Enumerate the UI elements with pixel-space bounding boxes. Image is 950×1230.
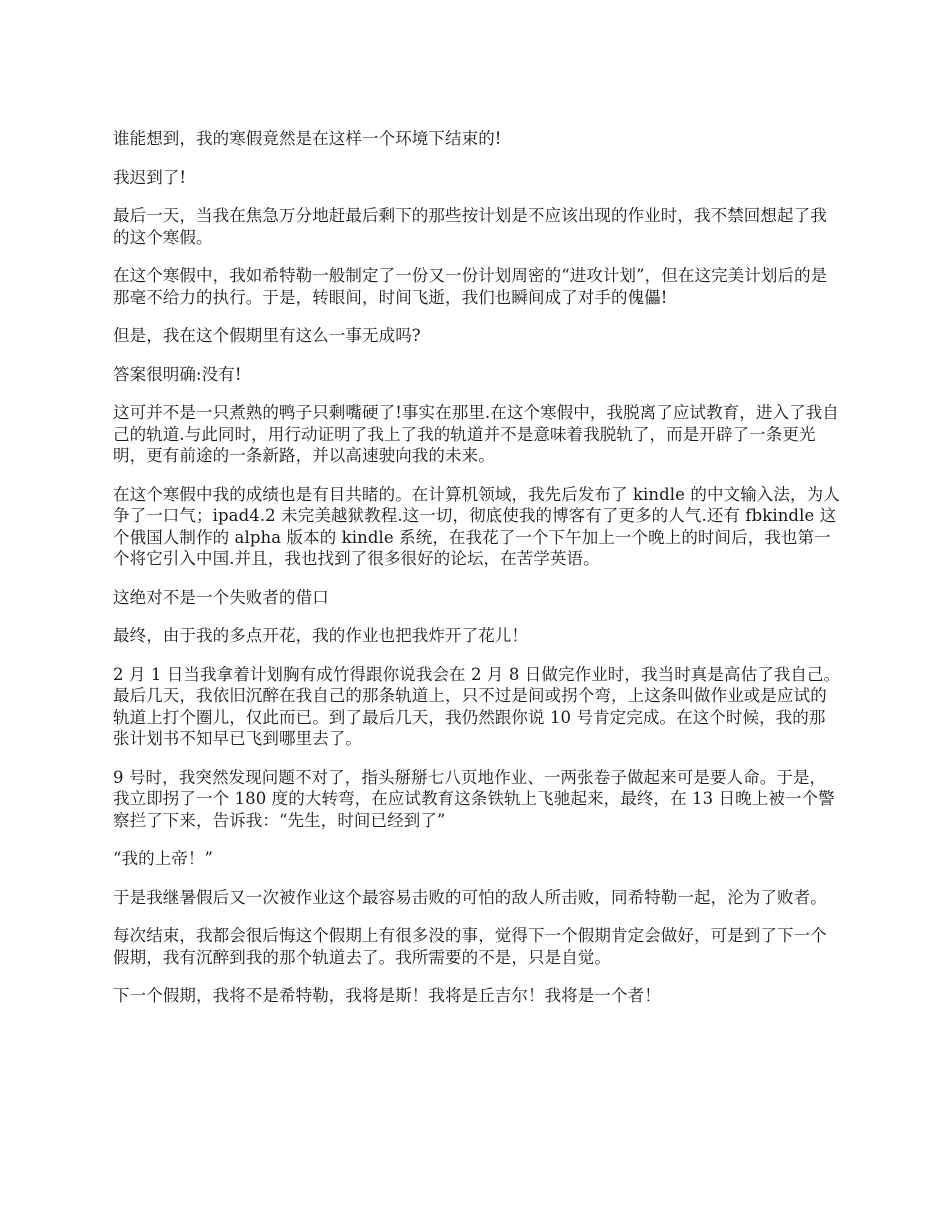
document-body — [113, 128, 841, 1024]
paragraph-12: 9 号时，我突然发现问题不对了，指头掰掰七八页地作业、一两张卷子做起来可是要人命。于是，我立即拐了一个 180 度的大转弯，在应试教育这条铁轨上飞驰起来，最终，在 13 日晚上被一个警察拦了下来，告诉我：“先生，时间已经到了” — [113, 767, 835, 830]
paragraph-4: 在这个寒假中，我如希特勒一般制定了一份又一份计划周密的“进攻计划”，但在这完美计划后的是那毫不给力的执行。于是，转眼间，时间飞逝，我们也瞬间成了对手的傀儡! — [113, 266, 828, 307]
paragraph-8: 在这个寒假中我的成绩也是有目共睹的。在计算机领域，我先后发布了 kindle 的中文输入法，为人争了一口气；ipad4.2 未完美越狱教程.这一切，彻底使我的博客有了更多的人气.还有 fbkindle 这个俄国人制作的 alpha 版本的 kindle 系统，在我花了一个下午加上一个晚上的时间后，我也第一个将它引入中国.并且，我也找到了很多很好的论坛，在苦学英语。 — [113, 484, 840, 568]
paragraph-1: 谁能想到，我的寒假竟然是在这样一个环境下结束的! — [113, 129, 502, 148]
paragraph-13: “我的上帝！” — [113, 849, 214, 868]
paragraph-3: 最后一天，当我在焦急万分地赶最后剩下的那些按计划是不应该出现的作业时，我不禁回想起了我的这个寒假。 — [113, 206, 827, 247]
paragraph-15: 每次结束，我都会很后悔这个假期上有很多没的事，觉得下一个假期肯定会做好，可是到了下一个假期，我有沉醉到我的那个轨道去了。我所需要的不是，只是自觉。 — [113, 926, 827, 967]
paragraph-10: 最终，由于我的多点开花，我的作业也把我炸开了花儿！ — [113, 626, 528, 645]
paragraph-5: 但是，我在这个假期里有这么一事无成吗? — [113, 326, 421, 345]
paragraph-9: 这绝对不是一个失败者的借口 — [113, 587, 329, 607]
paragraph-11: 2 月 1 日当我拿着计划胸有成竹得跟你说我会在 2 月 8 日做完作业时，我当时真是高估了我自己。最后几天，我依旧沉醉在我自己的那条轨道上，只不过是间或拐个弯，上这条叫做作业或是应试的轨道上打个圈儿，仅此而已。到了最后几天，我仍然跟你说 10 号肯定完成。在这个时候，我的那张计划书不知早已飞到哪里去了。 — [113, 664, 841, 748]
paragraph-2: 我迟到了! — [113, 167, 187, 187]
paragraph-7: 这可并不是一只煮熟的鸭子只剩嘴硬了!事实在那里.在这个寒假中，我脱离了应试教育，进入了我自己的轨道.与此同时，用行动证明了我上了我的轨道并不是意味着我脱轨了，而是开辟了一条更光明，更有前途的一条新路，并以高速驶向我的未来。 — [113, 403, 839, 465]
paragraph-16: 下一个假期，我将不是希特勒，我将是斯！我将是丘吉尔！我将是一个者！ — [113, 986, 661, 1005]
paragraph-14: 于是我继暑假后又一次被作业这个最容易击败的可怕的敌人所击败，同希特勒一起，沦为了败者。 — [113, 887, 827, 907]
paragraph-6: 答案很明确:没有! — [113, 364, 242, 384]
